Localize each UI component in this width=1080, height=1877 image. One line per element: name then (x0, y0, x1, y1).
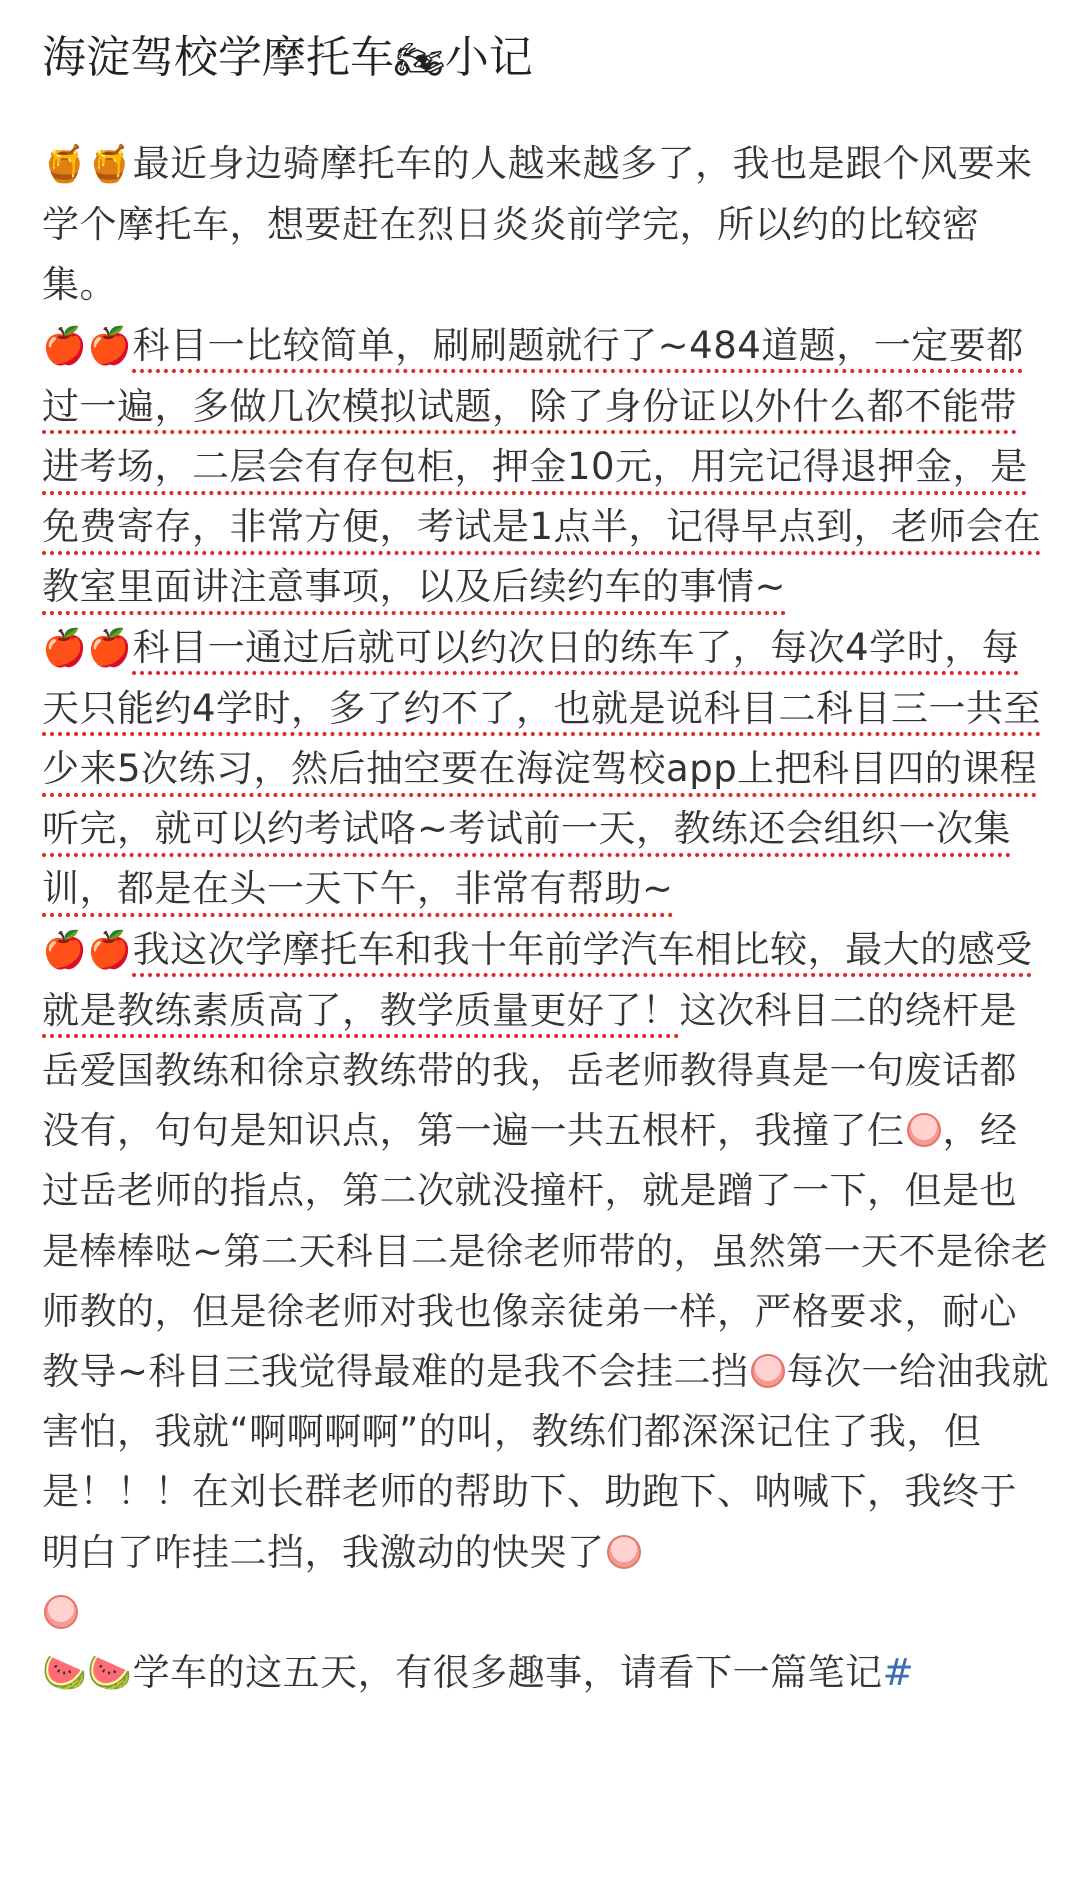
title-suffix: 小记 (444, 32, 533, 83)
apple-icon: 🍎🍎 (42, 929, 133, 971)
paragraph-text: 最近身边骑摩托车的人越来越多了，我也是跟个风要来学个摩托车，想要赶在烈日炎炎前学完，所以约的比较密集。 (42, 142, 1033, 307)
paragraph-subject-one (42, 316, 1050, 618)
sweat-face-icon (907, 1113, 941, 1147)
motorcycle-icon: 🏍 (394, 37, 445, 83)
paragraph-closing (42, 1643, 1050, 1704)
note-title (42, 28, 1050, 90)
paragraph-text: 这次科目二的绕杆是岳爱国教练和徐京教练带的我，岳老师教得真是一句废话都没有，句句是知识点，第一遍一共五根杆，我撞了仨 (42, 988, 1017, 1153)
paragraph-text: 每次一给油我就害怕，我就“啊啊啊啊”的叫，教练们都深深记住了我，但是！！！在刘长群老师的帮助下、助跑下、呐喊下，我终于明白了咋挂二挡，我激动的快哭了 (42, 1350, 1050, 1574)
honey-pot-icon: 🍯🍯 (42, 144, 133, 185)
paragraph-practice (42, 618, 1050, 920)
crying-face-icon (44, 1595, 78, 1629)
paragraph-experience (42, 920, 1050, 1643)
apple-icon: 🍎🍎 (42, 325, 133, 367)
paragraph-text: ，经过岳老师的指点，第二次就没撞杆，就是蹭了一下，但是也是棒棒哒~第二天科目二是徐老师带的，虽然第一天不是徐老师教的，但是徐老师对我也像亲徒弟一样，严格要求，耐心教导~科目三我觉得最难的是我不会挂二挡 (42, 1109, 1049, 1394)
crying-face-icon (607, 1535, 641, 1569)
paragraph-text: 学车的这五天，有很多趣事，请看下一篇笔记 (132, 1651, 883, 1695)
watermelon-icon: 🍉🍉 (42, 1653, 133, 1695)
paragraph-text-underlined: 科目一通过后就可以约次日的练车了，每次4学时，每天只能约4学时，多了约不了，也就是说科目二科目三一共至少来5次练习，然后抽空要在海淀驾校app上把科目四的课程听完，就可以约考试咯~考试前一天，教练还会组织一次集训，都是在头一天下午，非常有帮助~ (42, 625, 1042, 911)
apple-icon: 🍎🍎 (42, 627, 133, 669)
sweat-face-icon (751, 1354, 785, 1388)
paragraph-highlight-underlined: 我这次学摩托车和我十年前学汽车相比较，最大的感受就是教练素质高了，教学质量更好了！ (42, 927, 1033, 1032)
paragraph-intro (42, 134, 1050, 316)
hashtag-link[interactable]: # (882, 1651, 915, 1695)
title-text: 海淀驾校学摩托车 (42, 32, 394, 83)
paragraph-text-underlined: 科目一比较简单，刷刷题就行了~484道题，一定要都过一遍，多做几次模拟试题，除了身份证以外什么都不能带进考场，二层会有存包柜，押金10元，用完记得退押金，是免费寄存，非常方便，考试是1点半，记得早点到，老师会在教室里面讲注意事项，以及后续约车的事情~ (42, 323, 1042, 609)
note-body (42, 134, 1050, 1704)
